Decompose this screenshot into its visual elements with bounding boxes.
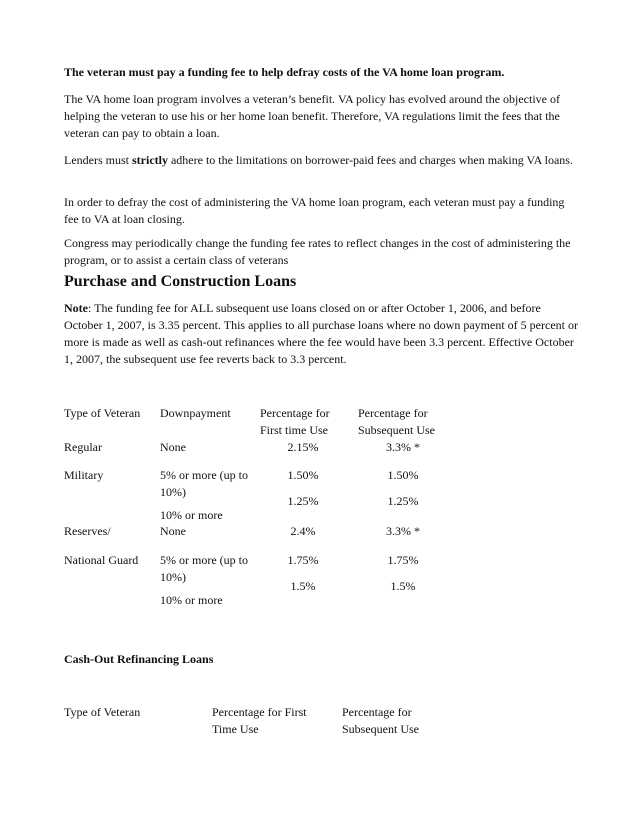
row-military-first2: 1.25% <box>287 494 319 508</box>
row-guard-first1: 1.75% <box>287 553 319 567</box>
table2-header-first-line2: Time Use <box>212 722 259 736</box>
table2-header-type: Type of Veteran <box>64 705 141 719</box>
table2-header-subsequent-line2: Subsequent Use <box>342 722 419 736</box>
paragraph-veteran-benefit: The VA home loan program involves a veteran’s benefit. VA policy has evolved around the objective of helping the veteran to use his or her home loan benefit. Therefore, VA regulations limit the fees that the veteran can pay to obtain a loan. <box>64 92 560 140</box>
table2-header-subsequent-line1: Percentage for <box>342 705 412 719</box>
note-text: : The funding fee for ALL subsequent use loans closed on or after October 1, 2006, and before October 1, 2007, is 3.35 percent. This applies to all purchase loans where no down payment of 5 percent or more is made as well as cash-out refinances where the fee would have been 3.3 percent. Effective October 1, 2007, the subsequent use fee reverts back to 3.3 percent. <box>64 301 578 366</box>
header-first-time-line1: Percentage for <box>260 406 330 420</box>
row-military-down1-line2: 10%) <box>160 485 186 499</box>
row-guard-down2: 10% or more <box>160 593 223 607</box>
row-regular-down: None <box>160 440 186 454</box>
note-label: Note <box>64 301 88 315</box>
strictly-emphasis: strictly <box>132 153 168 167</box>
row-military-down1-line1: 5% or more (up to <box>160 468 248 482</box>
row-guard-down1-line2: 10%) <box>160 570 186 584</box>
row-guard-type: National Guard <box>64 553 139 567</box>
para2-after: adhere to the limitations on borrower-paid fees and charges when making VA loans. <box>167 153 573 167</box>
table2-header-first-line1: Percentage for First <box>212 705 307 719</box>
note-paragraph <box>64 300 578 368</box>
row-military-subsequent2: 1.25% <box>387 494 419 508</box>
paragraph-funding-fee: In order to defray the cost of administering the VA home loan program, each veteran must pay a funding fee to VA at loan closing. <box>64 195 565 226</box>
header-subsequent-line2: Subsequent Use <box>358 423 435 437</box>
row-guard-first2: 1.5% <box>290 579 316 593</box>
header-type-of-veteran: Type of Veteran <box>64 406 141 420</box>
header-first-time-line2: First time Use <box>260 423 328 437</box>
row-military-first1: 1.50% <box>287 468 319 482</box>
row-regular-subsequent: 3.3% * <box>386 440 420 454</box>
row-reserves-first: 2.4% <box>290 524 316 538</box>
paragraph-lender-limitations <box>64 152 578 169</box>
row-military-down2: 10% or more <box>160 508 223 522</box>
row-reserves-type: Reserves/ <box>64 524 111 538</box>
header-downpayment: Downpayment <box>160 406 231 420</box>
intro-statement: The veteran must pay a funding fee to help defray costs of the VA home loan program. <box>64 65 505 79</box>
section-heading-purchase: Purchase and Construction Loans <box>64 273 297 290</box>
row-regular-type: Regular <box>64 440 102 454</box>
row-reserves-down: None <box>160 524 186 538</box>
paragraph-congress: Congress may periodically change the funding fee rates to reflect changes in the cost of administering the program, or to assist a certain class of veterans <box>64 236 571 267</box>
section-heading-cash-out: Cash-Out Refinancing Loans <box>64 652 214 666</box>
row-reserves-subsequent: 3.3% * <box>386 524 420 538</box>
row-military-subsequent1: 1.50% <box>387 468 419 482</box>
row-guard-down1-line1: 5% or more (up to <box>160 553 248 567</box>
row-guard-subsequent2: 1.5% <box>390 579 416 593</box>
row-regular-first: 2.15% <box>287 440 319 454</box>
para2-before: Lenders must <box>64 153 132 167</box>
row-guard-subsequent1: 1.75% <box>387 553 419 567</box>
row-military-type: Military <box>64 468 104 482</box>
header-subsequent-line1: Percentage for <box>358 406 428 420</box>
